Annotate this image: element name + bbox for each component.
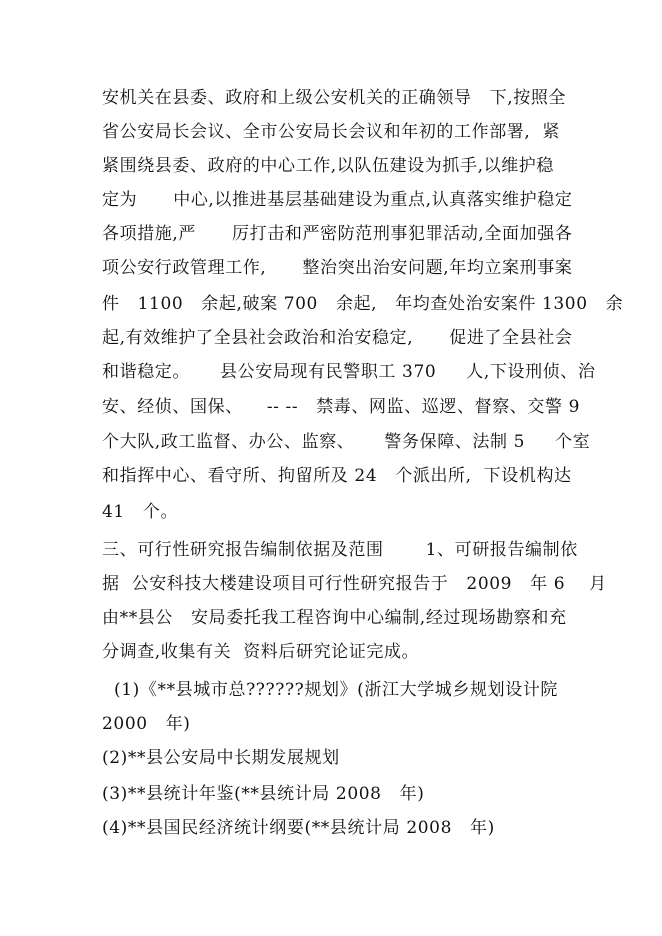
- text-line: 项公安行政管理工作, 整治突出治安问题,年均立案刑事案: [102, 258, 573, 278]
- reference-item: (1)《**县城市总??????规划》(浙江大学城乡规划设计院: [108, 680, 559, 700]
- reference-item-continuation: 2000 年): [102, 714, 191, 734]
- text-line: 件 1100 余起,破案 700 余起, 年均查处治安案件 1300 余: [102, 294, 624, 314]
- text-line: 41 个。: [102, 502, 179, 522]
- text-line: 各项措施,严 厉打击和严密防范刑事犯罪活动,全面加强各: [102, 224, 573, 244]
- text-line: 安、经侦、国保、 -- -- 禁毒、网监、巡逻、督察、交警 9: [102, 397, 581, 417]
- text-line: 省公安局长会议、全市公安局长会议和年初的工作部署, 紧: [102, 122, 561, 142]
- reference-item: (4)**县国民经济统计纲要(**县统计局 2008 年): [102, 818, 495, 838]
- reference-item: (3)**县统计年鉴(**县统计局 2008 年): [102, 784, 425, 804]
- text-line: 据 公安科技大楼建设项目可行性研究报告于 2009 年 6 月: [102, 574, 607, 594]
- section-heading-line: 三、可行性研究报告编制依据及范围 1、可研报告编制依: [102, 540, 578, 560]
- text-line: 起,有效维护了全县社会政治和治安稳定, 促进了全县社会: [102, 328, 573, 348]
- text-line: 和指挥中心、看守所、拘留所及 24 个派出所, 下设机构达: [102, 466, 572, 486]
- text-line: 和谐稳定。 县公安局现有民警职工 370 人,下设刑侦、治: [102, 362, 596, 382]
- text-line: 由**县公 安局委托我工程咨询中心编制,经过现场勘察和充: [102, 608, 567, 628]
- text-line: 分调查,收集有关 资料后研究论证完成。: [102, 642, 420, 662]
- text-line: 定为 中心,以推进基层基础建设为重点,认真落实维护稳定: [102, 190, 573, 210]
- reference-item: (2)**县公安局中长期发展规划: [102, 748, 340, 768]
- text-line: 个大队,政工监督、办公、监察、 警务保障、法制 5 个室: [102, 432, 591, 452]
- text-line: 安机关在县委、政府和上级公安机关的正确领导 下,按照全: [102, 88, 567, 108]
- text-line: 紧围绕县委、政府的中心工作,以队伍建设为抓手,以维护稳: [102, 156, 555, 176]
